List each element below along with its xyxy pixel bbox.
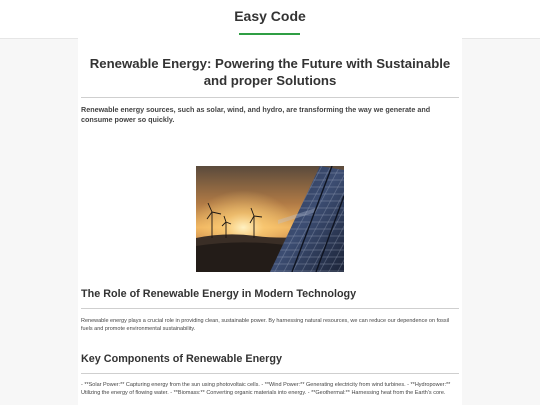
section-body-role: Renewable energy plays a crucial role in providing clean, sustainable power. By harnessing natural resources, we can reduce our dependence on fossil fuels and promote environmental sustainability. [81, 318, 450, 332]
headline-divider [81, 97, 459, 98]
article-lead: Renewable energy sources, such as solar, wind, and hydro, are transforming the way we generate and consume power so quickly. [81, 105, 431, 124]
section-heading-role: The Role of Renewable Energy in Modern Technology [81, 288, 357, 300]
section-divider-role [81, 308, 459, 309]
site-title-underline [239, 33, 300, 35]
site-title[interactable]: Easy Code [234, 8, 306, 24]
solar-wind-illustration [196, 166, 344, 272]
section-heading-components: Key Components of Renewable Energy [81, 353, 282, 365]
section-body-components: - **Solar Power:** Capturing energy from the sun using photovoltaic cells. - **Wind Power:** Generating electricity from wind turbines. - **Hydropower:** Utilizing the energy of flowing water. - **Biomass:** Converting organic materials into energy. - **Geothermal:** Harnessing heat from the Earth's core. [81, 382, 451, 396]
top-bar [0, 0, 540, 39]
article-headline: Renewable Energy: Powering the Future with Sustainable and proper Solutions [89, 56, 451, 88]
article-card [78, 38, 462, 405]
section-divider-components [81, 373, 459, 374]
hero-image [196, 166, 344, 272]
